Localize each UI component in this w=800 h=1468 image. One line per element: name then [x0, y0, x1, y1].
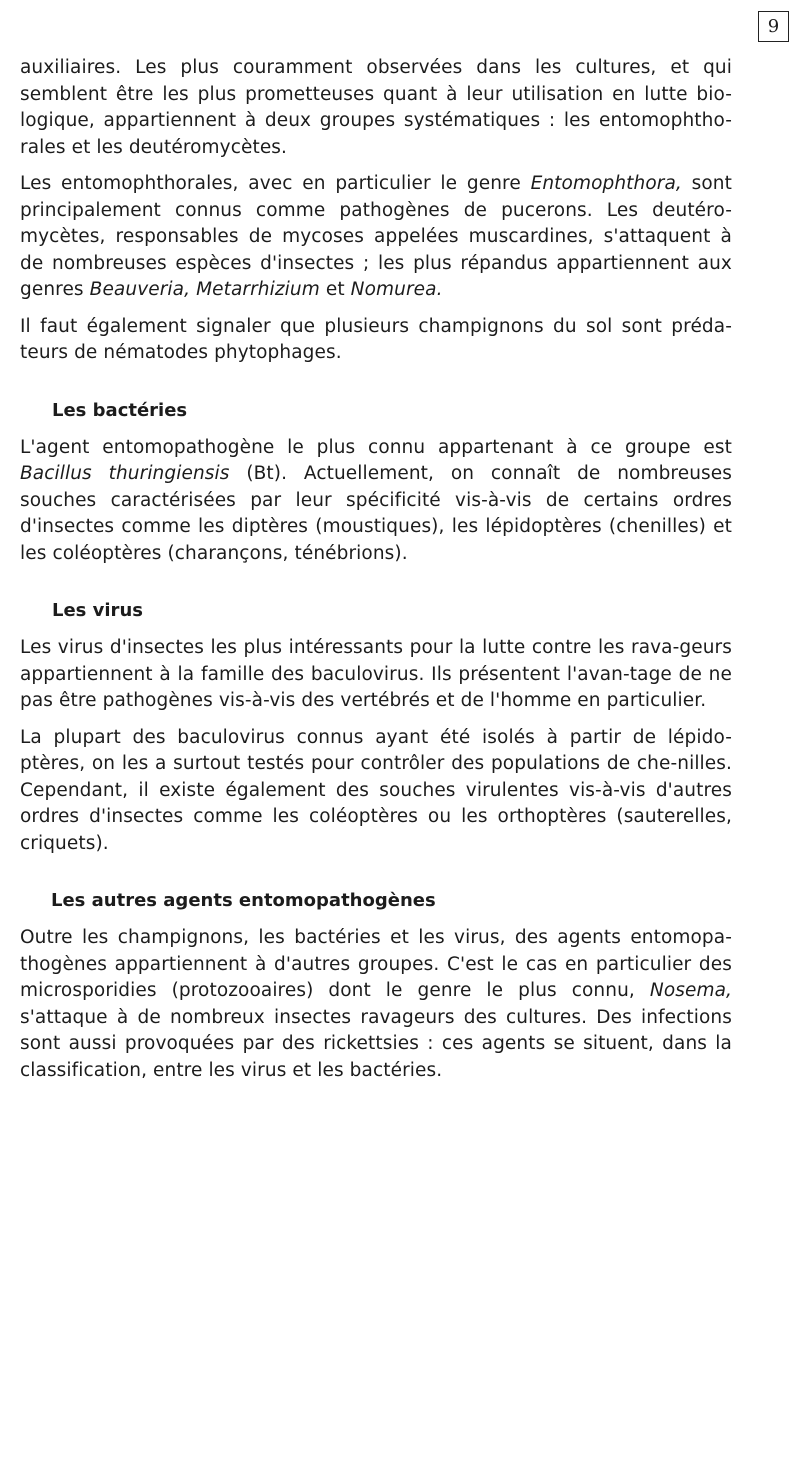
paragraph-auxiliaires: auxiliaires. Les plus couramment observées dans les cultures, et qui semblent être les plus prometteuses quant à leur utilisation en lutte bio-logique, appartiennent à deux groupes systématiques : les entomophtho-rales et les deutéromycètes.	[20, 57, 732, 158]
heading-autres-agents: Les autres agents entomopathogènes	[51, 890, 436, 911]
page-content	[20, 55, 732, 1084]
paragraph-entomophthorales: Les entomophthorales, avec en particulier le genre Entomophthora, sont principalement connus comme pathogènes de pucerons. Les deutéro-mycètes, responsables de mycoses appelées muscardines, s'attaquent à de nombreuses espèces d'insectes ; les plus répandus appartiennent aux genres Beauveria, Metarrhizium et Nomurea.	[20, 173, 732, 300]
paragraph-virus-2: La plupart des baculovirus connus ayant été isolés à partir de lépido-ptères, on les a surtout testés pour contrôler des populations de che-nilles. Cependant, il existe également des souches virulentes vis-à-vis d'autres ordres d'insectes comme les coléoptères ou les orthoptères (sauterelles, criquets).	[20, 726, 732, 854]
paragraph-autres-agents: Outre les champignons, les bactéries et les virus, des agents entomopa-thogènes appartiennent à d'autres groupes. C'est le cas en particulier des microsporidies (protozooaires) dont le genre le plus connu, Nosema, s'attaque à de nombreux insectes ravageurs des cultures. Des infections sont aussi provoquées par des rickettsies : ces agents se situent, dans la classification, entre les virus et les bactéries.	[20, 927, 732, 1081]
paragraph-champignons-sol: Il faut également signaler que plusieurs champignons du sol sont préda-teurs de nématodes phytophages.	[20, 315, 732, 363]
paragraph-bacteries: L'agent entomopathogène le plus connu appartenant à ce groupe est Bacillus thuringiensis (Bt). Actuellement, on connaît de nombreuses souches caractérisées par leur spécificité vis-à-vis de certains ordres d'insectes comme les diptères (moustiques), les lépidoptères (chenilles) et les coléoptères (charançons, ténébrions).	[20, 436, 732, 564]
heading-virus: Les virus	[52, 600, 143, 621]
paragraph-virus-1: Les virus d'insectes les plus intéressants pour la lutte contre les rava-geurs appartiennent à la famille des baculovirus. Ils présentent l'avan-tage de ne pas être pathogènes vis-à-vis des vertébrés et de l'homme en particulier.	[20, 637, 732, 711]
heading-bacteries: Les bactéries	[52, 399, 188, 421]
page-number: 9	[758, 11, 789, 42]
